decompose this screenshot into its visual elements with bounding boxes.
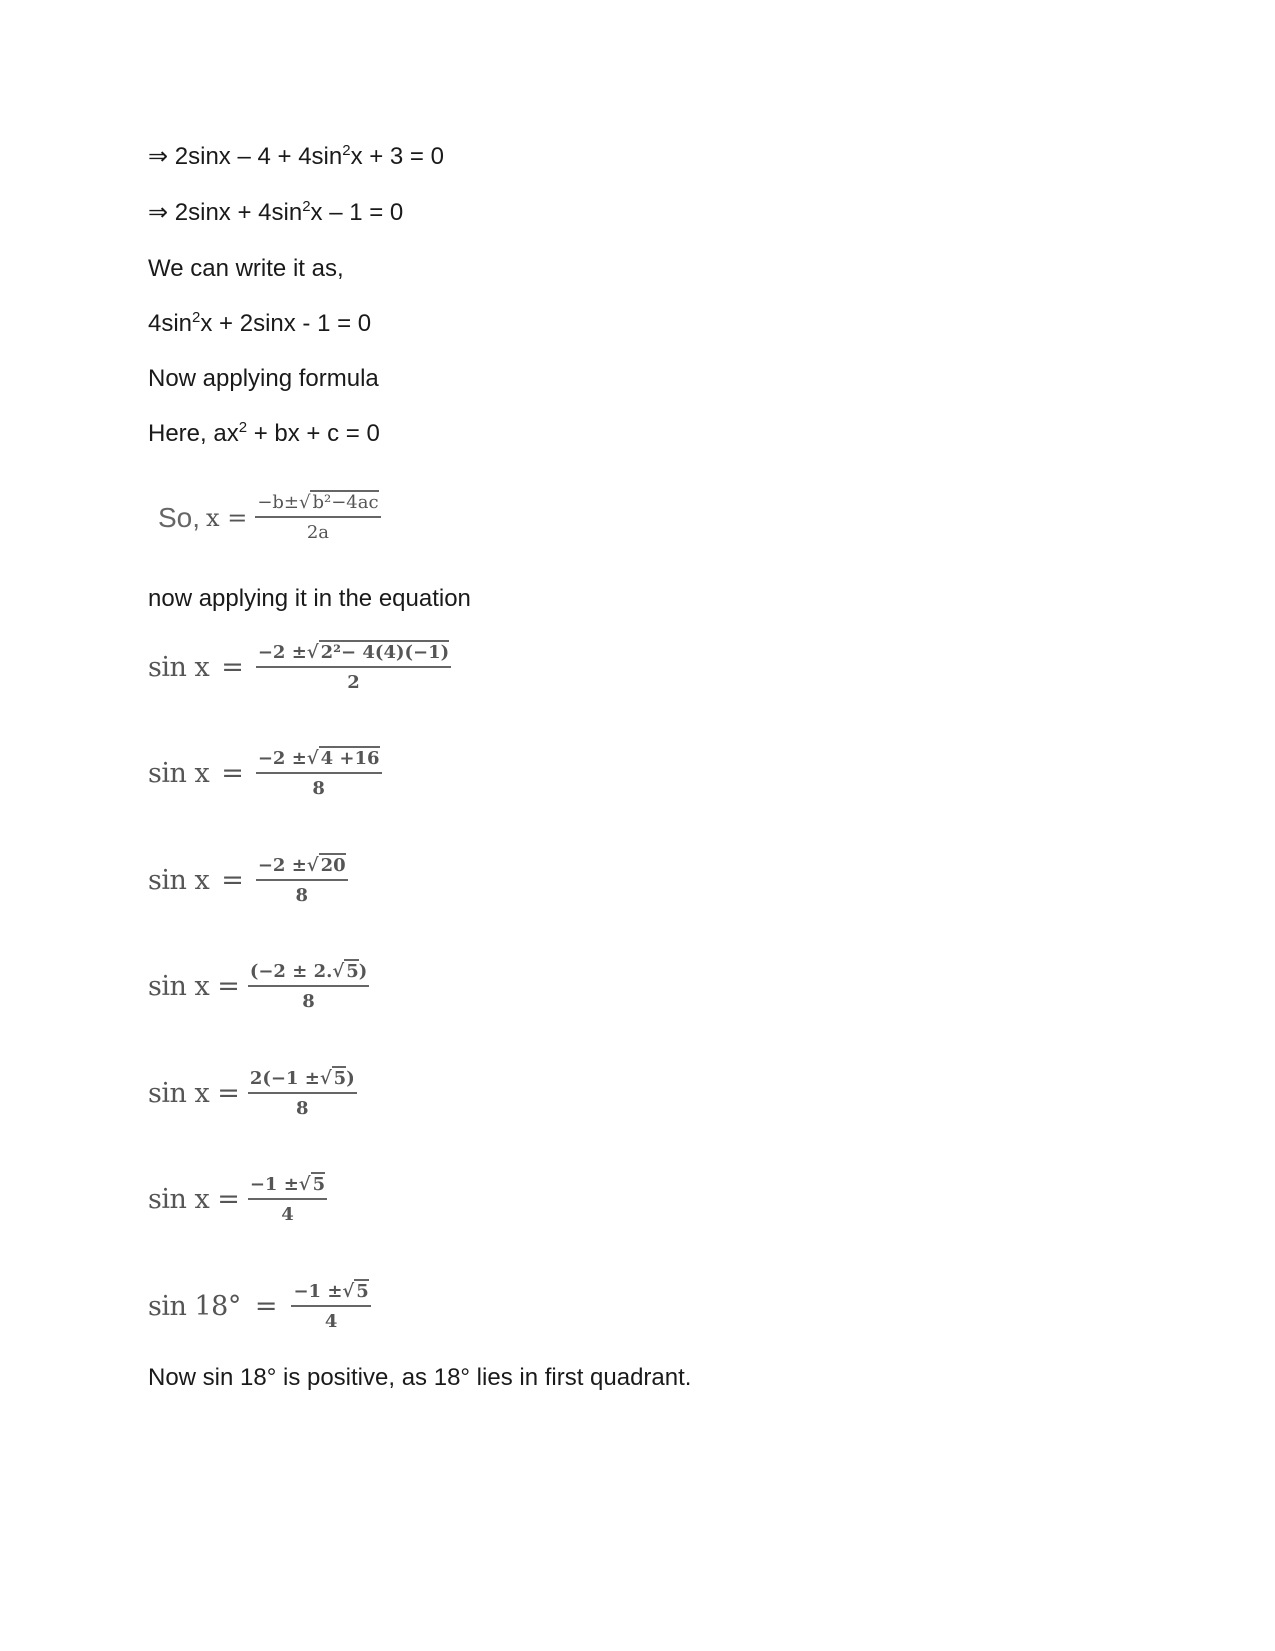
denominator: 4: [281, 1204, 294, 1225]
numerator-prefix: −1 ±: [249, 1174, 299, 1195]
equation-line-2: [148, 198, 403, 231]
step-equation-5: [148, 1068, 357, 1119]
lhs: sin x: [148, 652, 210, 683]
numerator: −1 ±√ 5: [248, 1174, 327, 1200]
numerator-suffix: ): [358, 961, 368, 982]
step-equation-7: [148, 1281, 371, 1332]
lhs: sin x: [148, 758, 210, 789]
step-equation-1: [148, 642, 451, 693]
numerator-prefix: −2 ±: [257, 748, 307, 769]
text-line-applying-equation: now applying it in the equation: [148, 585, 471, 612]
equals-sign: =: [217, 971, 240, 1002]
equation-line-general-form: [148, 419, 380, 452]
formula-fraction: [255, 492, 380, 543]
text-line-write-as: We can write it as,: [148, 255, 344, 282]
numerator-prefix: 2(−1 ±: [249, 1068, 320, 1089]
radicand: 5: [312, 1174, 326, 1195]
equals-sign: =: [217, 1078, 240, 1109]
fraction: [248, 961, 369, 1012]
numerator-prefix: −1 ±: [293, 1281, 343, 1302]
text: Here, ax: [148, 420, 239, 447]
denominator: 8: [302, 991, 315, 1012]
text: x + 2sinx - 1 = 0: [200, 310, 372, 337]
denominator: 8: [312, 778, 325, 799]
superscript: 2: [238, 419, 248, 436]
fraction: [256, 855, 348, 906]
text: + bx + c = 0: [247, 420, 380, 447]
numerator-suffix: ): [346, 1068, 355, 1089]
equals-sign: =: [217, 1184, 240, 1215]
equals-sign: =: [221, 652, 244, 683]
text: ⇒ 2sinx – 4 + 4sin: [148, 143, 343, 170]
radicand: 4 +16: [320, 748, 380, 769]
text-line-applying-formula: Now applying formula: [148, 365, 379, 392]
step-equation-3: [148, 855, 348, 906]
equation-line-quadratic: [148, 309, 371, 342]
denominator: 8: [296, 1098, 309, 1119]
numerator-prefix: −2 ±: [257, 855, 307, 876]
radicand: 20: [320, 855, 346, 876]
lhs: sin x: [148, 1078, 210, 1109]
so-label: So,: [158, 501, 201, 533]
numerator: 2(−1 ±√ 5): [248, 1068, 357, 1094]
numerator-prefix: −2 ±: [257, 642, 307, 663]
step-equation-2: [148, 748, 382, 799]
superscript: 2: [342, 142, 351, 159]
equals-sign: =: [254, 1291, 278, 1322]
lhs: sin x: [148, 1184, 210, 1215]
superscript: 2: [302, 198, 311, 215]
numerator: −1 ±√ 5: [291, 1281, 370, 1307]
text: 4sin: [148, 310, 193, 337]
lhs: sin x: [148, 865, 210, 896]
formula-denominator: 2a: [306, 522, 330, 543]
numerator: −2 ±√ 20: [256, 855, 348, 881]
fraction: [291, 1281, 370, 1332]
step-equation-6: [148, 1174, 327, 1225]
fraction: [256, 642, 451, 693]
denominator: 2: [347, 672, 360, 693]
fraction: [248, 1174, 327, 1225]
denominator: 4: [324, 1311, 338, 1332]
radicand: b²−4ac: [312, 492, 379, 513]
radicand: 5: [356, 1281, 369, 1302]
radicand: 2²− 4(4)(−1): [320, 642, 450, 663]
lhs: sin x: [148, 971, 210, 1002]
fraction: [256, 748, 382, 799]
formula-lhs: x =: [206, 503, 248, 532]
fraction: [248, 1068, 357, 1119]
numerator: −2 ±√ 4 +16: [256, 748, 382, 774]
equation-line-1: [148, 142, 444, 175]
step-equation-4: [148, 961, 369, 1012]
radicand: 5: [333, 1068, 347, 1089]
formula-numerator: −b±√ b²−4ac: [255, 492, 380, 518]
lhs: sin 18°: [148, 1291, 241, 1322]
numerator: −2 ±√ 2²− 4(4)(−1): [256, 642, 451, 668]
quadratic-formula: [158, 492, 381, 543]
numerator: (−2 ± 2.√ 5): [248, 961, 369, 987]
superscript: 2: [192, 309, 201, 326]
numerator-prefix: (−2 ± 2.: [249, 961, 333, 982]
text-line-conclusion: Now sin 18° is positive, as 18° lies in first quadrant.: [148, 1364, 692, 1391]
radicand: 5: [346, 961, 359, 982]
numerator-prefix: −b±: [257, 492, 299, 513]
denominator: 8: [295, 885, 309, 906]
text: x – 1 = 0: [310, 199, 404, 226]
equals-sign: =: [221, 758, 244, 789]
text: x + 3 = 0: [350, 143, 444, 170]
equals-sign: =: [221, 865, 244, 896]
text: ⇒ 2sinx + 4sin: [148, 199, 303, 226]
